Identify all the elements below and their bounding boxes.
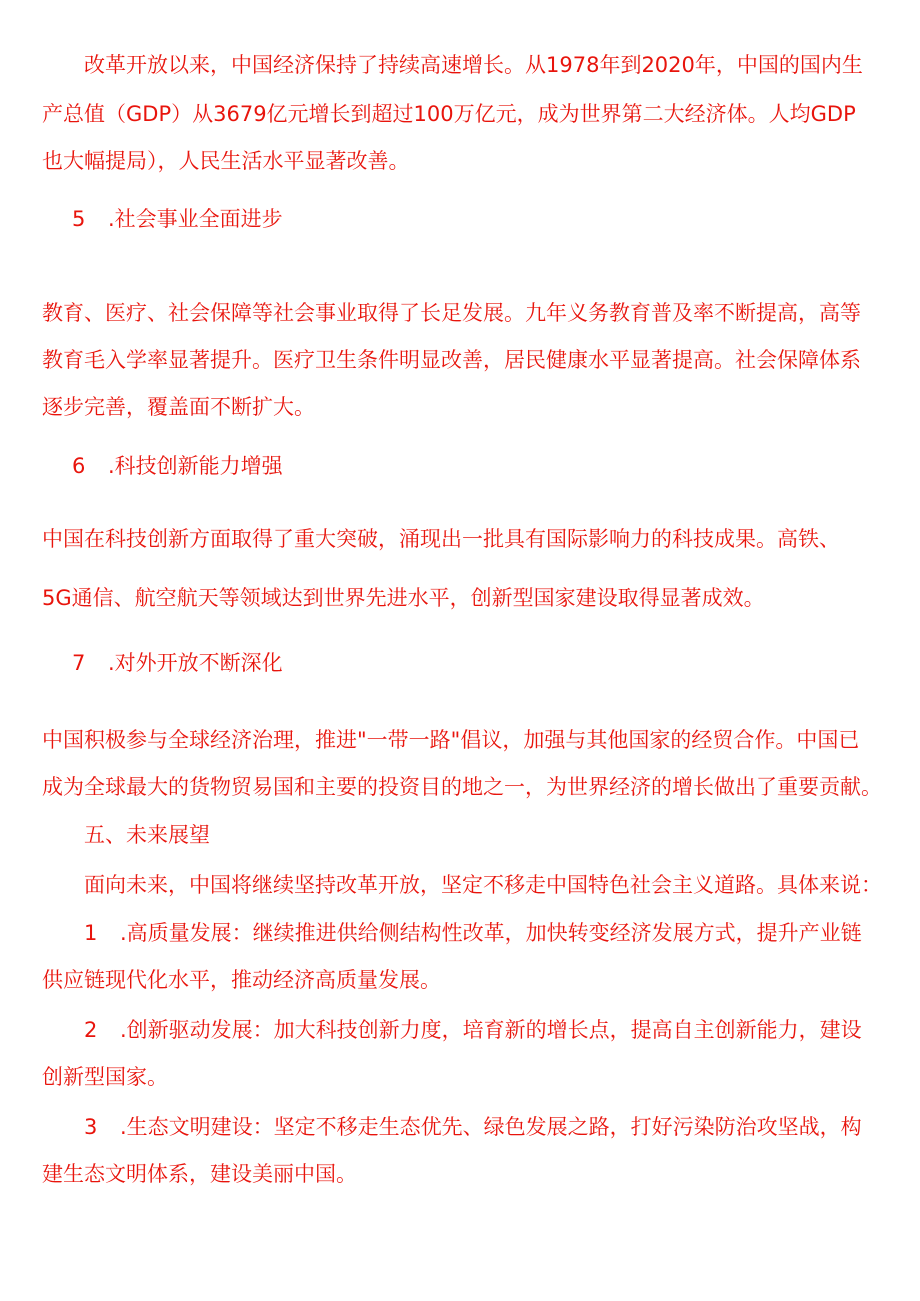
list-item-line: 创新型国家。 (42, 1065, 168, 1089)
future-item-3 (42, 1104, 862, 1198)
paragraph-line: 中国在科技创新方面取得了重大突破，涌现出一批具有国际影响力的科技成果。高铁、 (42, 527, 840, 551)
future-item-1 (42, 910, 862, 1004)
heading-5 (72, 196, 283, 243)
paragraph-line: 中国积极参与全球经济治理，推进"一带一路"倡议，加强与其他国家的经贸合作。中国已 (42, 728, 860, 752)
heading-text: .对外开放不断深化 (108, 651, 283, 675)
paragraph-line: 改革开放以来，中国经济保持了持续高速增长。从1978年到2020年，中国的国内生 (84, 53, 863, 77)
paragraph-line: 5G通信、航空航天等领域达到世界先进水平，创新型国家建设取得显著成效。 (42, 586, 765, 610)
heading-number: 6 (72, 454, 86, 478)
section5-paragraph (42, 290, 861, 431)
heading-text: .社会事业全面进步 (108, 207, 283, 231)
list-item-line (42, 1007, 862, 1054)
heading-number: 5 (72, 207, 86, 231)
section7-paragraph (42, 717, 882, 811)
paragraph-line: 也大幅提局），人民生活水平显著改善。 (42, 149, 410, 173)
heading-future-outlook: 五、未来展望 (84, 823, 210, 847)
paragraph-line: 产总值（GDP）从3679亿元增长到超过100万亿元，成为世界第二大经济体。人均GDP (42, 102, 856, 126)
list-item-text: .高质量发展：继续推进供给侧结构性改革，加快转变经济发展方式，提升产业链 (120, 921, 862, 945)
heading-text: .科技创新能力增强 (108, 454, 283, 478)
list-item-text: .创新驱动发展：加大科技创新力度，培育新的增长点，提高自主创新能力，建设 (120, 1018, 862, 1042)
list-item-number: 2 (84, 1018, 98, 1042)
heading-6 (72, 443, 283, 490)
list-item-number: 3 (84, 1115, 98, 1139)
paragraph-line: 教育毛入学率显著提升。医疗卫生条件明显改善，居民健康水平显著提高。社会保障体系 (42, 348, 861, 372)
list-item-line: 建生态文明体系，建设美丽中国。 (42, 1162, 357, 1186)
paragraph-line: 成为全球最大的货物贸易国和主要的投资目的地之一，为世界经济的增长做出了重要贡献。 (42, 775, 882, 799)
section6-paragraph (42, 516, 840, 622)
future-intro: 面向未来，中国将继续坚持改革开放，坚定不移走中国特色社会主义道路。具体来说： (84, 873, 882, 897)
list-item-line (42, 910, 862, 957)
paragraph-line: 逐步完善，覆盖面不断扩大。 (42, 395, 315, 419)
list-item-line (42, 1104, 862, 1151)
section4-paragraph (42, 42, 863, 185)
list-item-number: 1 (84, 921, 98, 945)
future-item-2 (42, 1007, 862, 1101)
heading-number: 7 (72, 651, 86, 675)
list-item-line: 供应链现代化水平，推动经济高质量发展。 (42, 968, 441, 992)
heading-7 (72, 640, 283, 687)
list-item-text: .生态文明建设：坚定不移走生态优先、绿色发展之路，打好污染防治攻坚战，构 (120, 1115, 862, 1139)
paragraph-line: 教育、医疗、社会保障等社会事业取得了长足发展。九年义务教育普及率不断提高，高等 (42, 301, 861, 325)
